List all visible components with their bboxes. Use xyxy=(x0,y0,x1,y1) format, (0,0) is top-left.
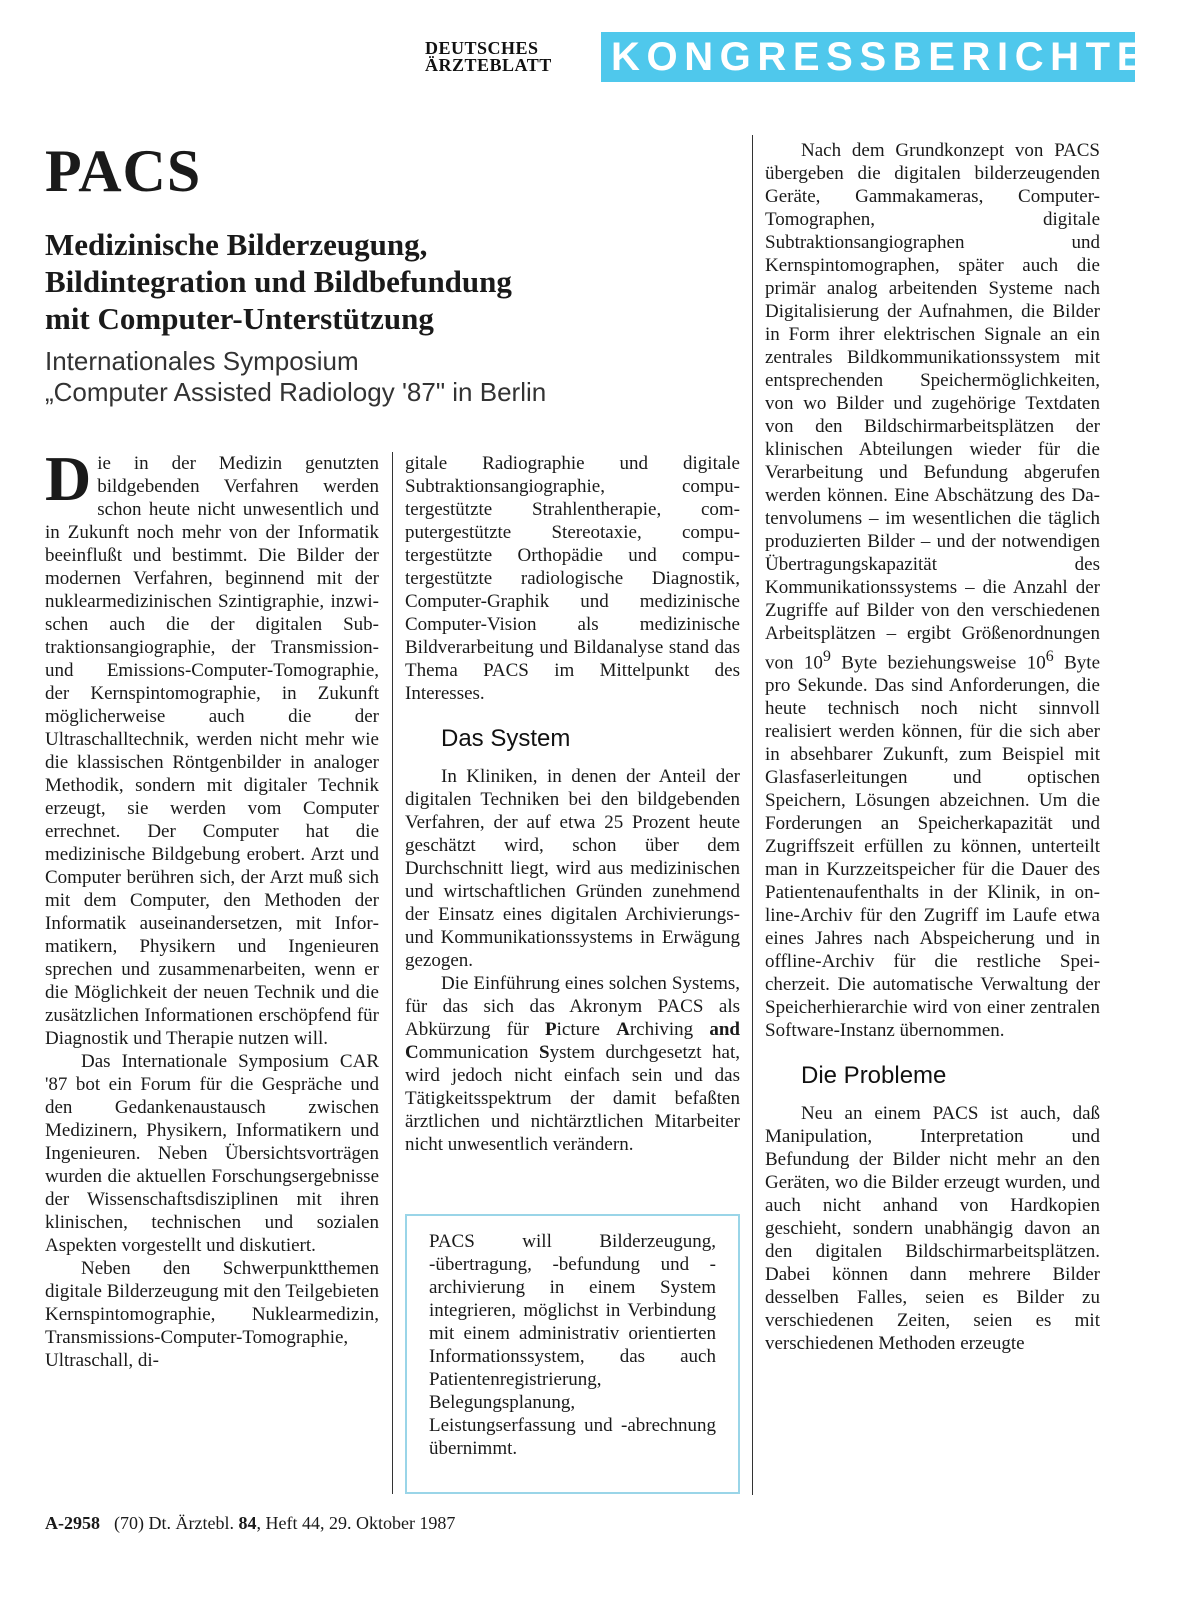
text-run: rchiving xyxy=(629,1019,710,1040)
section-banner: KONGRESSBERICHTE xyxy=(601,32,1135,82)
article-subtitle xyxy=(45,226,745,337)
article-title: PACS xyxy=(45,138,202,204)
exponent: 9 xyxy=(822,648,831,665)
paragraph xyxy=(765,139,1100,1042)
publication-name xyxy=(425,40,595,74)
paragraph xyxy=(45,443,379,1050)
section-heading: Das System xyxy=(441,725,571,752)
publication-name-line1: DEUTSCHES xyxy=(425,38,539,58)
subtitle-line: Bildintegration und Bildbefundung xyxy=(45,264,512,299)
text-run: Nach dem Grundkonzept von PACS übergeben die digitalen bilderzeugenden Geräte, Gammakameras, Computer-Tomographen, digitale Subtraktionsangiographen und Kernspintomographen, später auch die primär analog arbeitenden Systeme nach Digitalisierung der Aufnahmen, die Bilder in Form ihrer elektrischen Signale an ein zentrales Bildkommunikationssystem mit entsprechenden Speichermöglichkeiten, von wo Bilder und zugehörige Textdaten von den Bildschirmarbeitsplätzen der klinischen Abteilungen wieder für die Verarbeitung und Befundung abgerufen werden können. Eine Abschätzung des Datenvolumens – im wesentlichen die täglich produzierten Bilder – und der notwendigen Übertragungskapazität des Kommunikationssystems – die Anzahl der Zugriffe auf Bilder von den verschiedenen Arbeitsplätzen – ergibt Größenordnungen von 10 xyxy=(765,140,1100,674)
paragraph: In Kliniken, in denen der Anteil der digitalen Techniken bei den bildgebenden Verfahren, der auf etwa 25 Prozent heute geschätzt wird, schon über dem Durchschnitt liegt, wird aus medizinischen und wirtschaftlichen Gründen zunehmend der Einsatz eines digitalen Archivierungs- und Kommunikationssystems in Erwägung gezogen. xyxy=(405,766,740,971)
article-kicker xyxy=(45,346,546,408)
kicker-line: „Computer Assisted Radiology '87" in Berlin xyxy=(45,377,547,407)
column-3 xyxy=(765,139,1100,1355)
kicker-line: Internationales Symposium xyxy=(45,346,359,376)
text-run: Byte pro Sekunde. Das sind Anforderungen, die heute technisch noch nicht sinnvoll realisiert werden können, für die sich aber in absehbarer Zukunft, zum Beispiel mit Glasfaserleitungen und optischen Speichern, Lösungen abzeichnen. Um die Forderungen an Speicherkapazität und Zugriffszeit erfüllen zu können, unterteilt man in Kurzzeitspeicher für die Dauer des Patientenaufenthalts in der Klinik, in on-line-Archiv für den Zugriff im Laufe etwa eines Jahres nach Abspeicherung und in offline-Archiv für die restliche Speicherzeit. Die automatische Verwaltung der Speicherhierarchie wird von einer zentralen Software-Instanz übernommen. xyxy=(765,652,1101,1042)
subtitle-line: Medizinische Bilderzeugung, xyxy=(45,227,428,262)
citation-text: (70) Dt. Ärztebl. xyxy=(114,1513,239,1533)
text-run: icture xyxy=(556,1019,617,1040)
column-divider xyxy=(752,135,753,1495)
paragraph-text: ie in der Medizin genutzten bildgebenden Verfahren werden schon heute nicht unwesentlich und in Zukunft noch mehr von der Informatik beeinflußt und bestimmt. Die Bilder der modernen Verfahren, beginnend mit der nuklearmedizinischen Szintigraphie, inzwischen auch die der digitalen Subtraktionsangiographie, der Transmission- und Emissions-Computer-Tomographie, der Kernspintomographie, in Zukunft möglicherweise auch die der Ultraschalltechnik, werden nicht mehr wie die klassischen Röntgenbilder in analoger Methodik, sondern mit digitaler Technik erzeugt, sie werden vom Computer errechnet. Der Computer hat die medizinische Bildgebung erobert. Arzt und Computer berühren sich, der Arzt muß sich mit dem Computer, den Methoden der Informatik auseinandersetzen, mit Informatikern, Physikern und Ingenieuren sprechen und zusammenarbeiten, wenn er die Möglichkeit der neuen Technik und die zusätzlichen Informationen erschöpfend für Diagnostik und Therapie nutzen will. xyxy=(45,453,379,1049)
subtitle-line: mit Computer-Unterstützung xyxy=(45,301,434,336)
page-number: A-2958 xyxy=(45,1513,100,1533)
column-2 xyxy=(405,452,740,1156)
info-box xyxy=(405,1214,740,1494)
paragraph: Neu an einem PACS ist auch, daß Manipulation, Interpretation und Befundung der Bilder nicht mehr an den Geräten, wo die Bilder erzeugt wurden, und auch nicht anhand von Hardkopien geschieht, sondern unabhängig davon an den digitalen Bildschirmarbeitsplätzen. Dabei können dann mehrere Bilder desselben Falles, seien es Bilder zu verschiedenen Zeiten, seien es mit verschiedenen Methoden erzeugte xyxy=(765,1103,1100,1355)
publication-name-line2: ÄRZTEBLATT xyxy=(425,55,552,75)
info-box-text: PACS will Bilderzeugung, -übertragung, -befundung und -archivierung in einem System integrieren, möglichst in Verbindung mit einem administrativ orientierten Informationssystem, das auch Patientenregistrierung, Belegungsplanung, Leistungserfassung und -abrechnung übernimmt. xyxy=(429,1231,716,1459)
page-footer xyxy=(45,1513,455,1534)
exponent: 6 xyxy=(1045,648,1054,665)
column-1 xyxy=(45,443,379,1372)
acronym-letter: S xyxy=(539,1042,550,1063)
paragraph: Neben den Schwerpunktthemen digitale Bilderzeugung mit den Teilgebieten Kernspintomographie, Nuklearmedizin, Transmissions-Computer-Tomographie, Ultraschall, di- xyxy=(45,1258,379,1371)
volume-number: 84 xyxy=(238,1513,257,1533)
text-run: Die Einführung eines solchen Systems, für das sich das Akronym PACS als Abkürzung für xyxy=(405,973,740,1040)
paragraph xyxy=(405,972,740,1156)
text-run: ystem durchgesetzt hat, wird jedoch nicht einfach sein und das Tätigkeitsspektrum der damit befaßten ärztlichen und nichtärztlichen Mitarbeiter nicht unwesentlich verändern. xyxy=(405,1042,740,1155)
section-heading: Die Probleme xyxy=(801,1062,947,1090)
paragraph: Das Internationale Symposium CAR '87 bot ein Forum für die Gespräche und den Gedankenaustausch zwischen Medizinern, Physikern, Informatikern und Ingenieuren. Neben Übersichtsvorträgen wurden die aktuellen Forschungsergebnisse der Wissenschaftsdisziplinen mit ihren klinischen, technischen und sozialen Aspekten vorgestellt und diskutiert. xyxy=(45,1051,379,1256)
acronym-letter: P xyxy=(545,1019,557,1040)
drop-cap: D xyxy=(45,443,92,514)
citation-text: , Heft 44, 29. Oktober 1987 xyxy=(256,1513,456,1533)
text-run: ommunication xyxy=(418,1042,540,1063)
column-divider xyxy=(392,452,393,1494)
text-run: Byte beziehungsweise 10 xyxy=(830,652,1046,674)
masthead xyxy=(425,32,1150,82)
acronym-letter: C xyxy=(405,1042,419,1063)
paragraph: gitale Radiographie und digitale Subtraktionsangiographie, computergestützte Strahlentherapie, computergestützte Stereotaxie, computergestützte Orthopädie und computergestützte radiologische Diagnostik, Computer-Graphik und medizinische Computer-Vision als medizinische Bildverarbeitung und Bildanalyse stand das Thema PACS im Mittelpunkt des Interesses. xyxy=(405,453,740,704)
acronym-letter: A xyxy=(616,1019,630,1040)
acronym-word: and xyxy=(709,1019,740,1040)
